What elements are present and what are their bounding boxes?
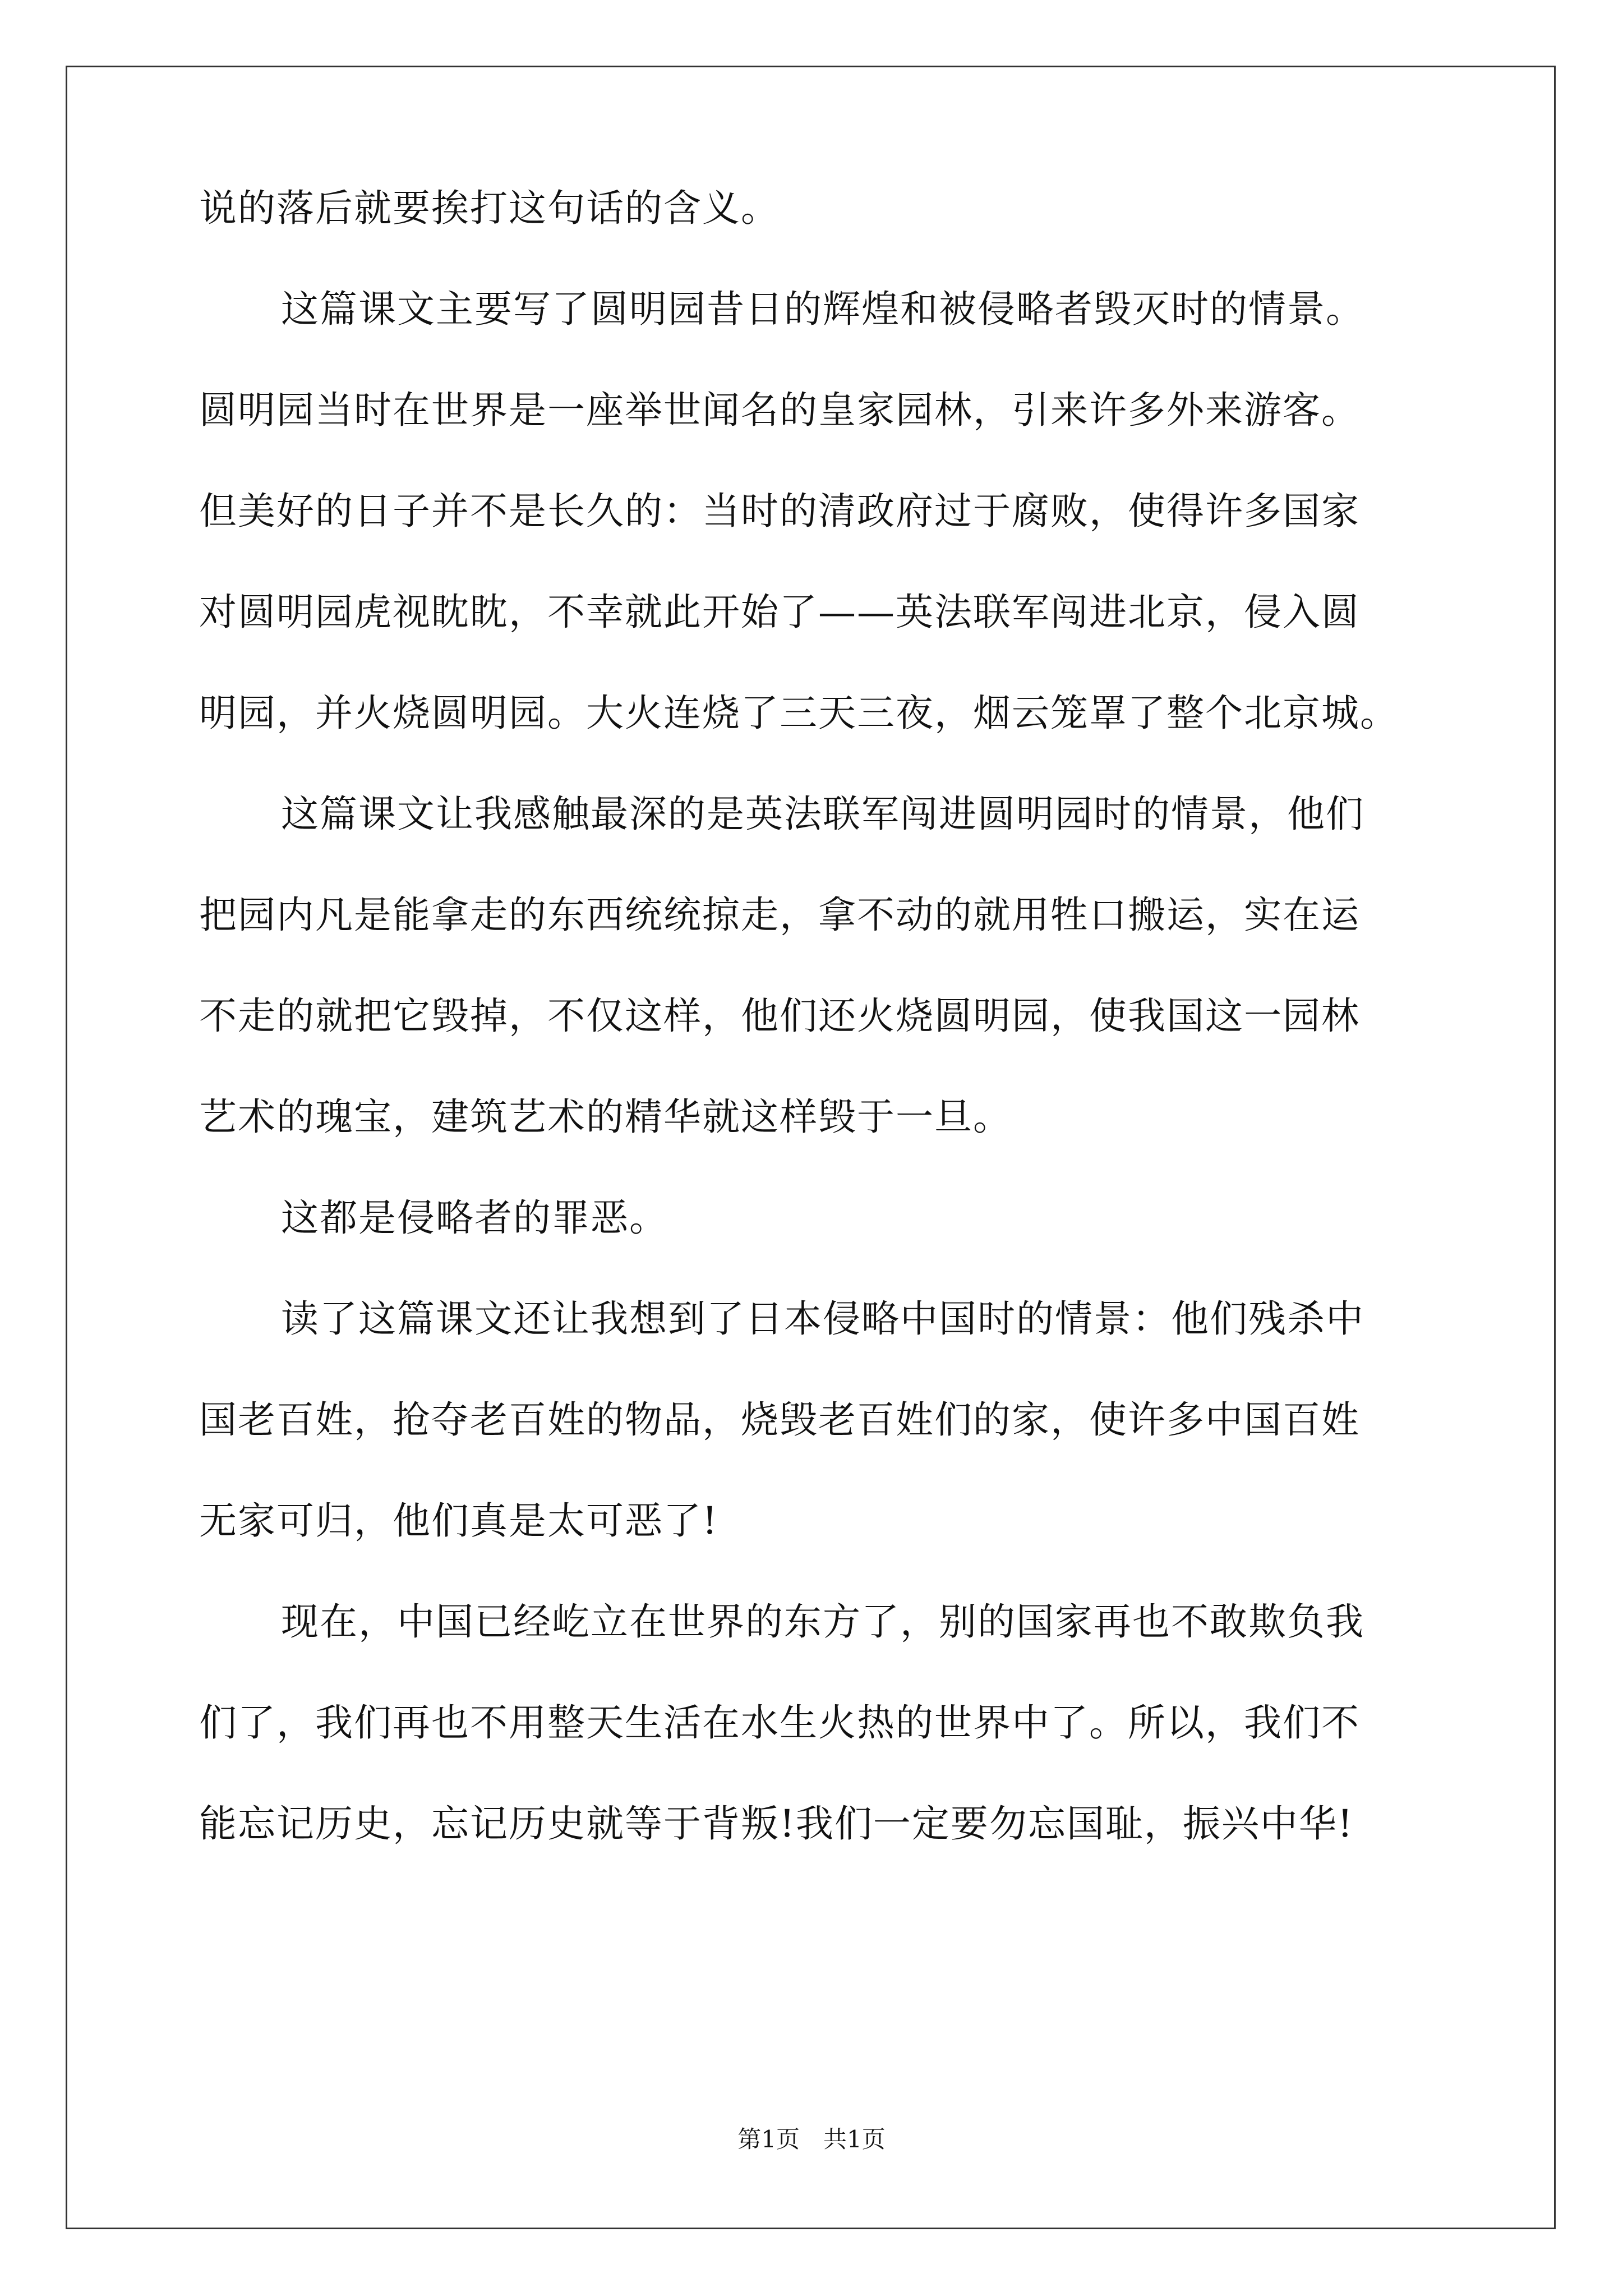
text-line: 这篇课文主要写了圆明园昔日的辉煌和被侵略者毁灭时的情景。 <box>281 287 1364 331</box>
text-line: 国老百姓，抢夺老百姓的物品，烧毁老百姓们的家，使许多中国百姓 <box>199 1398 1360 1442</box>
text-line: 艺术的瑰宝，建筑艺术的精华就这样毁于一旦。 <box>199 1095 1012 1139</box>
text-line: 说的落后就要挨打这句话的含义。 <box>199 186 780 230</box>
text-line: 明园，并火烧圆明园。大火连烧了三天三夜，烟云笼罩了整个北京城。 <box>199 691 1399 735</box>
text-line: 这篇课文让我感触最深的是英法联军闯进圆明园时的情景，他们 <box>281 792 1364 836</box>
text-line: 对圆明园虎视眈眈，不幸就此开始了——英法联军闯进北京，侵入圆 <box>199 590 1360 634</box>
text-line: 现在，中国已经屹立在世界的东方了，别的国家再也不敢欺负我 <box>281 1600 1364 1644</box>
text-line: 读了这篇课文还让我想到了日本侵略中国时的情景：他们残杀中 <box>281 1297 1364 1341</box>
page-number-label: 第1页 共1页 <box>737 2125 886 2153</box>
text-line: 不走的就把它毁掉，不仅这样，他们还火烧圆明园，使我国这一园林 <box>199 994 1360 1038</box>
text-line: 把园内凡是能拿走的东西统统掠走，拿不动的就用牲口搬运，实在运 <box>199 893 1360 937</box>
document-body <box>199 186 1438 1906</box>
text-line: 们了，我们再也不用整天生活在水生火热的世界中了。所以，我们不 <box>199 1701 1360 1745</box>
text-line: 圆明园当时在世界是一座举世闻名的皇家园林，引来许多外来游客。 <box>199 388 1360 432</box>
text-line: 但美好的日子并不是长久的：当时的清政府过于腐败，使得许多国家 <box>199 489 1360 533</box>
page-footer <box>0 2125 1623 2153</box>
text-line: 无家可归，他们真是太可恶了! <box>199 1499 718 1543</box>
text-line: 这都是侵略者的罪恶。 <box>281 1196 668 1240</box>
text-line: 能忘记历史，忘记历史就等于背叛!我们一定要勿忘国耻，振兴中华! <box>199 1802 1354 1846</box>
